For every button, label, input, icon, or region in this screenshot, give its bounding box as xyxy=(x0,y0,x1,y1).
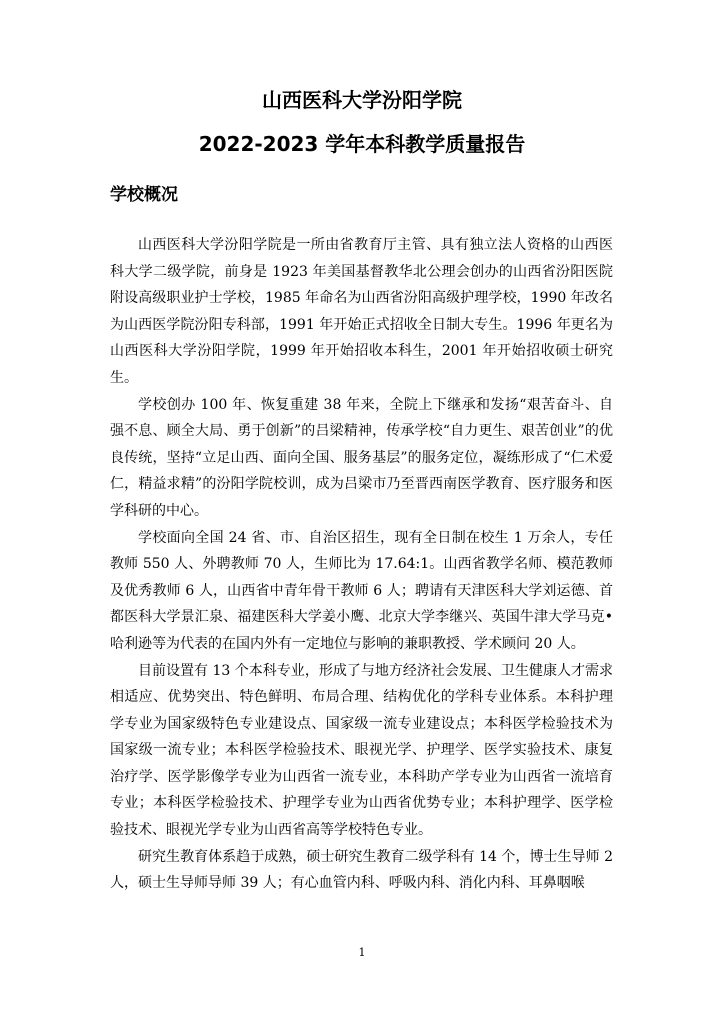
paragraph-students-teachers: 学校面向全国 24 省、市、自治区招生，现有全日制在校生 1 万余人，专任教师 550 人、外聘教师 70 人，生师比为 17.64:1。山西省教学名师、模范教师及优秀教师 6 人，山西省中青年骨干教师 6 人；聘请有天津医科大学刘运德、首都医科大学景汇泉、福建医科大学姜小鹰、北京大学李继兴、英国牛津大学马克•哈利逊等为代表的在国内外有一定地位与影响的兼职教授、学术顾问 20 人。 xyxy=(110,529,613,652)
paragraph-majors: 目前设置有 13 个本科专业，形成了与地方经济社会发展、卫生健康人才需求相适应、优势突出、特色鲜明、布局合理、结构优化的学科专业体系。本科护理学专业为国家级特色专业建设点、国家级一流专业建设点；本科医学检验技术为国家级一流专业；本科医学检验技术、眼视光学、护理学、医学实验技术、康复治疗学、医学影像学专业为山西省一流专业，本科助产学专业为山西省一流培育专业；本科医学检验技术、护理学专业为山西省优势专业；本科护理学、医学检验技术、眼视光学专业为山西省高等学校特色专业。 xyxy=(110,662,613,839)
paragraph-history: 山西医科大学汾阳学院是一所由省教育厅主管、具有独立法人资格的山西医科大学二级学院，前身是 1923 年美国基督教华北公理会创办的山西省汾阳医院附设高级职业护士学校，1985 年命名为山西省汾阳高级护理学校，1990 年改名为山西医学院汾阳专科部，1991 年开始正式招收全日制大专生。1996 年更名为山西医科大学汾阳学院，1999 年开始招收本科生，2001 年开始招收硕士研究生。 xyxy=(110,237,613,386)
document-subtitle: 2022-2023 学年本科教学质量报告 xyxy=(198,132,526,156)
document-title: 山西医科大学汾阳学院 xyxy=(262,88,462,112)
paragraph-graduate-education: 研究生教育体系趋于成熟，硕士研究生教育二级学科有 14 个，博士生导师 2 人，硕士生导师导师 39 人；有心血管内科、呼吸内科、消化内科、耳鼻咽喉 xyxy=(110,848,613,892)
paragraph-spirit: 学校创办 100 年、恢复重建 38 年来，全院上下继承和发扬“艰苦奋斗、自强不息、顾全大局、勇于创新”的吕梁精神，传承学校“自力更生、艰苦创业”的优良传统，坚持“立足山西、面向全国、服务基层”的服务定位，凝练形成了“仁术爱仁，精益求精”的汾阳学院校训，成为吕梁市乃至晋西南医学教育、医疗服务和医学科研的中心。 xyxy=(110,396,613,519)
body-text xyxy=(110,232,613,897)
section-heading: 学校概况 xyxy=(110,185,178,205)
page-number: 1 xyxy=(358,946,366,959)
